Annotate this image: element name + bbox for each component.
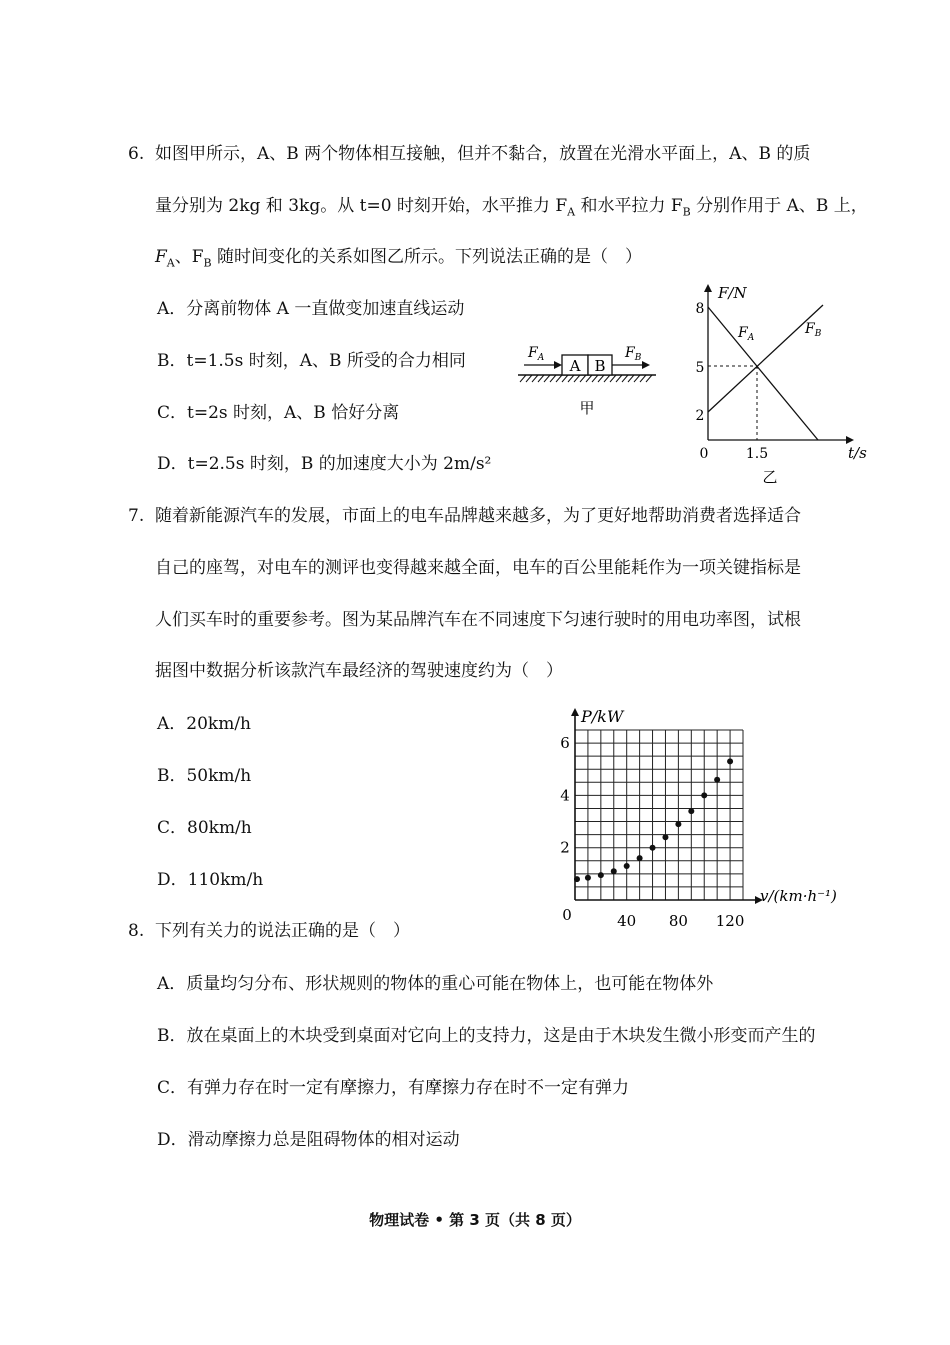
q6-line2-text: 量分别为 2kg 和 3kg。从 t=0 时刻开始，水平推力 F [155, 196, 568, 216]
q6-stem-line1: 如图甲所示，A、B 两个物体相互接触，但并不黏合，放置在光滑水平面上，A、B 的质 [155, 144, 811, 164]
q7-stem-line2: 自己的座驾，对电车的测评也变得越来越全面，电车的百公里能耗作为一项关键指标是 [155, 558, 801, 578]
q6-line2-sub-a: A [567, 205, 576, 219]
q7-stem-line1: 随着新能源汽车的发展，市面上的电车品牌越来越多，为了更好地帮助消费者选择适合 [155, 506, 801, 526]
q6-line3-start: F [155, 247, 167, 267]
figure-jia [510, 335, 670, 425]
yi-x-label: t/s [848, 444, 867, 462]
figure-yi [690, 280, 870, 490]
q6-stem-line3 [155, 246, 642, 274]
yi-label-fa: $F_A$ [738, 325, 755, 343]
block-b-label: B [594, 357, 606, 375]
q8-stem: 下列有关力的说法正确的是（ ） [155, 921, 410, 941]
force-b-arrowhead [642, 361, 650, 369]
q8-number: 8. [128, 921, 145, 941]
chart-x-label: v/(km·h⁻¹) [760, 887, 837, 905]
q6-option-d: D．t=2.5s 时刻，B 的加速度大小为 2m/s² [157, 454, 492, 474]
data-point [598, 872, 604, 878]
chart-x-tick: 40 [617, 912, 637, 930]
q7-stem-line4: 据图中数据分析该款汽车最经济的驾驶速度约为（ ） [155, 661, 563, 681]
data-point [701, 792, 707, 798]
yi-tick-5: 5 [695, 360, 705, 376]
q6-option-b: B．t=1.5s 时刻，A、B 所受的合力相同 [157, 351, 466, 371]
yi-tick-2: 2 [695, 408, 705, 424]
yi-y-arrowhead [704, 284, 712, 292]
figure-yi-caption: 乙 [762, 468, 778, 486]
q6-line2-end: 分别作用于 A、B 上， [690, 196, 868, 216]
q7-option-a: A．20km/h [157, 714, 252, 734]
q8-option-a: A．质量均匀分布、形状规则的物体的重心可能在物体上，也可能在物体外 [157, 974, 714, 994]
q6-line3-end: 随时间变化的关系如图乙所示。下列说法正确的是（ ） [211, 247, 643, 267]
force-a-label: $F_A$ [528, 345, 545, 363]
q6-number: 6. [128, 144, 145, 164]
q8-option-c: C．有弹力存在时一定有摩擦力，有摩擦力存在时不一定有弹力 [157, 1078, 630, 1098]
data-point [637, 855, 643, 861]
yi-y-label: F/N [718, 284, 747, 302]
data-point [688, 808, 694, 814]
q6-line3-sub-a: A [166, 256, 175, 270]
force-b-label: $F_B$ [625, 345, 642, 363]
chart-x-tick: 80 [668, 912, 688, 930]
q6-line2-sub-b: B [682, 205, 691, 219]
chart-y-tick: 6 [560, 734, 570, 753]
yi-tick-1-5: 1.5 [745, 446, 769, 462]
data-point [574, 876, 580, 882]
data-point [624, 863, 630, 869]
yi-line-fa [708, 307, 818, 440]
q6-line3-mid: 、F [174, 247, 204, 267]
q7-option-b: B．50km/h [157, 766, 252, 786]
q8-option-d: D．滑动摩擦力总是阻碍物体的相对运动 [157, 1130, 460, 1150]
power-speed-chart [545, 700, 855, 935]
chart-y-label: P/kW [581, 707, 624, 726]
figure-jia-caption: 甲 [579, 399, 595, 417]
chart-y-tick: 4 [560, 786, 570, 805]
q6-line2-mid: 和水平拉力 F [575, 196, 683, 216]
q8-option-b: B．放在桌面上的木块受到桌面对它向上的支持力，这是由于木块发生微小形变而产生的 [157, 1026, 816, 1046]
data-point [611, 868, 617, 874]
chart-origin: 0 [562, 906, 572, 924]
chart-x-tick: 120 [715, 912, 745, 930]
data-point [650, 845, 656, 851]
q7-option-d: D．110km/h [157, 870, 264, 890]
yi-x-arrowhead [846, 436, 854, 444]
q7-number: 7. [128, 506, 145, 526]
data-point [714, 777, 720, 783]
q6-line3-sub-b: B [203, 256, 212, 270]
q7-stem-line3: 人们买车时的重要参考。图为某品牌汽车在不同速度下匀速行驶时的用电功率图，试根 [155, 610, 801, 630]
q6-stem-line2 [155, 195, 868, 223]
q7-option-c: C．80km/h [157, 818, 252, 838]
data-point [675, 821, 681, 827]
yi-tick-8: 8 [695, 301, 705, 317]
page-footer: 物理试卷 • 第 3 页（共 8 页） [369, 1211, 581, 1229]
q6-option-a: A．分离前物体 A 一直做变加速直线运动 [157, 299, 465, 319]
chart-y-arrowhead [571, 708, 579, 716]
q6-option-c: C．t=2s 时刻，A、B 恰好分离 [157, 403, 400, 423]
yi-label-fb: $F_B$ [805, 321, 822, 339]
force-a-arrowhead [554, 361, 562, 369]
block-a-label: A [569, 357, 581, 375]
data-point [662, 834, 668, 840]
data-point [585, 875, 591, 881]
chart-points [574, 758, 733, 882]
data-point [727, 758, 733, 764]
chart-y-tick: 2 [560, 838, 570, 857]
ground-hatch [520, 375, 652, 382]
yi-origin: 0 [699, 446, 709, 462]
